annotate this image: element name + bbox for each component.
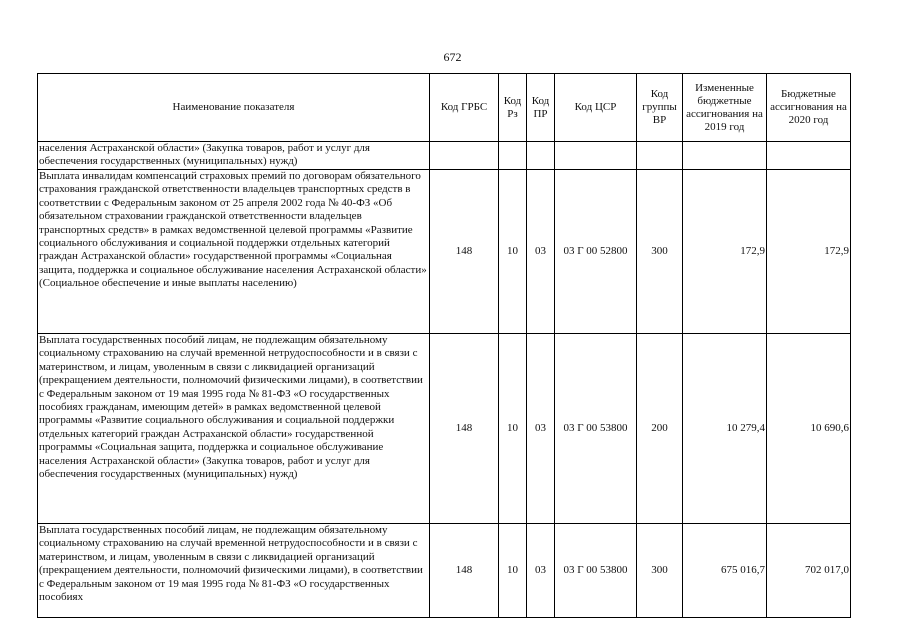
row-amount-2020: 172,9 [767,170,851,334]
table-row [38,142,851,170]
row-pr: 03 [527,524,555,618]
row-rz: 10 [499,524,527,618]
table-row [38,524,851,618]
row-grbs: 148 [430,334,499,524]
row-vr [637,142,683,170]
row-amount-2019: 172,9 [683,170,767,334]
header-pr: Код ПР [527,74,555,142]
table-header-row [38,74,851,142]
row-amount-2020: 702 017,0 [767,524,851,618]
row-vr: 200 [637,334,683,524]
row-csr: 03 Г 00 52800 [555,170,637,334]
row-amount-2019: 675 016,7 [683,524,767,618]
header-rz: Код Рз [499,74,527,142]
row-pr: 03 [527,334,555,524]
table-row [38,170,851,334]
row-name: населения Астраханской области» (Закупка товаров, работ и услуг для обеспечения государственных (муниципальных) нужд) [38,142,430,170]
row-amount-2020: 10 690,6 [767,334,851,524]
header-vr: Код группы ВР [637,74,683,142]
row-rz: 10 [499,170,527,334]
row-rz: 10 [499,334,527,524]
row-grbs: 148 [430,170,499,334]
table-row [38,334,851,524]
header-name: Наименование показателя [38,74,430,142]
page-number: 672 [443,50,462,64]
header-amount-2019: Измененные бюджетные ассигнования на 2019 год [683,74,767,142]
budget-table [37,73,851,618]
row-rz [499,142,527,170]
header-amount-2020: Бюджетные ассигнования на 2020 год [767,74,851,142]
row-amount-2019 [683,142,767,170]
header-csr: Код ЦСР [555,74,637,142]
row-pr [527,142,555,170]
row-csr [555,142,637,170]
header-grbs: Код ГРБС [430,74,499,142]
row-vr: 300 [637,524,683,618]
row-pr: 03 [527,170,555,334]
row-vr: 300 [637,170,683,334]
row-name: Выплата инвалидам компенсаций страховых премий по договорам обязательного страхования гражданской ответственности владельцев транспортных средств в соответствии с Федеральным законом от 25 апреля 2002 года № 40-ФЗ «Об обязательном страховании гражданской ответственности владельцев транспортных средств» в рамках ведомственной целевой программы «Развитие социального обслуживания и социальной поддержки отдельных категорий граждан Астраханской области» государственной программы «Социальная защита, поддержка и социальное обслуживание населения Астраханской области» (Социальное обеспечение и иные выплаты населению) [38,170,430,334]
row-grbs: 148 [430,524,499,618]
row-grbs [430,142,499,170]
row-amount-2020 [767,142,851,170]
row-csr: 03 Г 00 53800 [555,524,637,618]
row-name: Выплата государственных пособий лицам, не подлежащим обязательному социальному страхованию на случай временной нетрудоспособности и в связи с материнством, и лицам, уволенным в связи с ликвидацией организаций (прекращением деятельности, полномочий физическими лицами), в соответствии с Федеральным законом от 19 мая 1995 года № 81-ФЗ «О государственных пособиях гражданам, имеющим детей» в рамках ведомственной целевой программы «Развитие социального обслуживания и социальной поддержки отдельных категорий граждан Астраханской области» государственной программы «Социальная защита, поддержка и социальное обслуживание населения Астраханской области» (Закупка товаров, работ и услуг для обеспечения государственных (муниципальных) нужд) [38,334,430,524]
row-name: Выплата государственных пособий лицам, не подлежащим обязательному социальному страхованию на случай временной нетрудоспособности и в связи с материнством, и лицам, уволенным в связи с ликвидацией организаций (прекращением деятельности, полномочий физическими лицами), в соответствии с Федеральным законом от 19 мая 1995 года № 81-ФЗ «О государственных пособиях [38,524,430,618]
row-csr: 03 Г 00 53800 [555,334,637,524]
row-amount-2019: 10 279,4 [683,334,767,524]
